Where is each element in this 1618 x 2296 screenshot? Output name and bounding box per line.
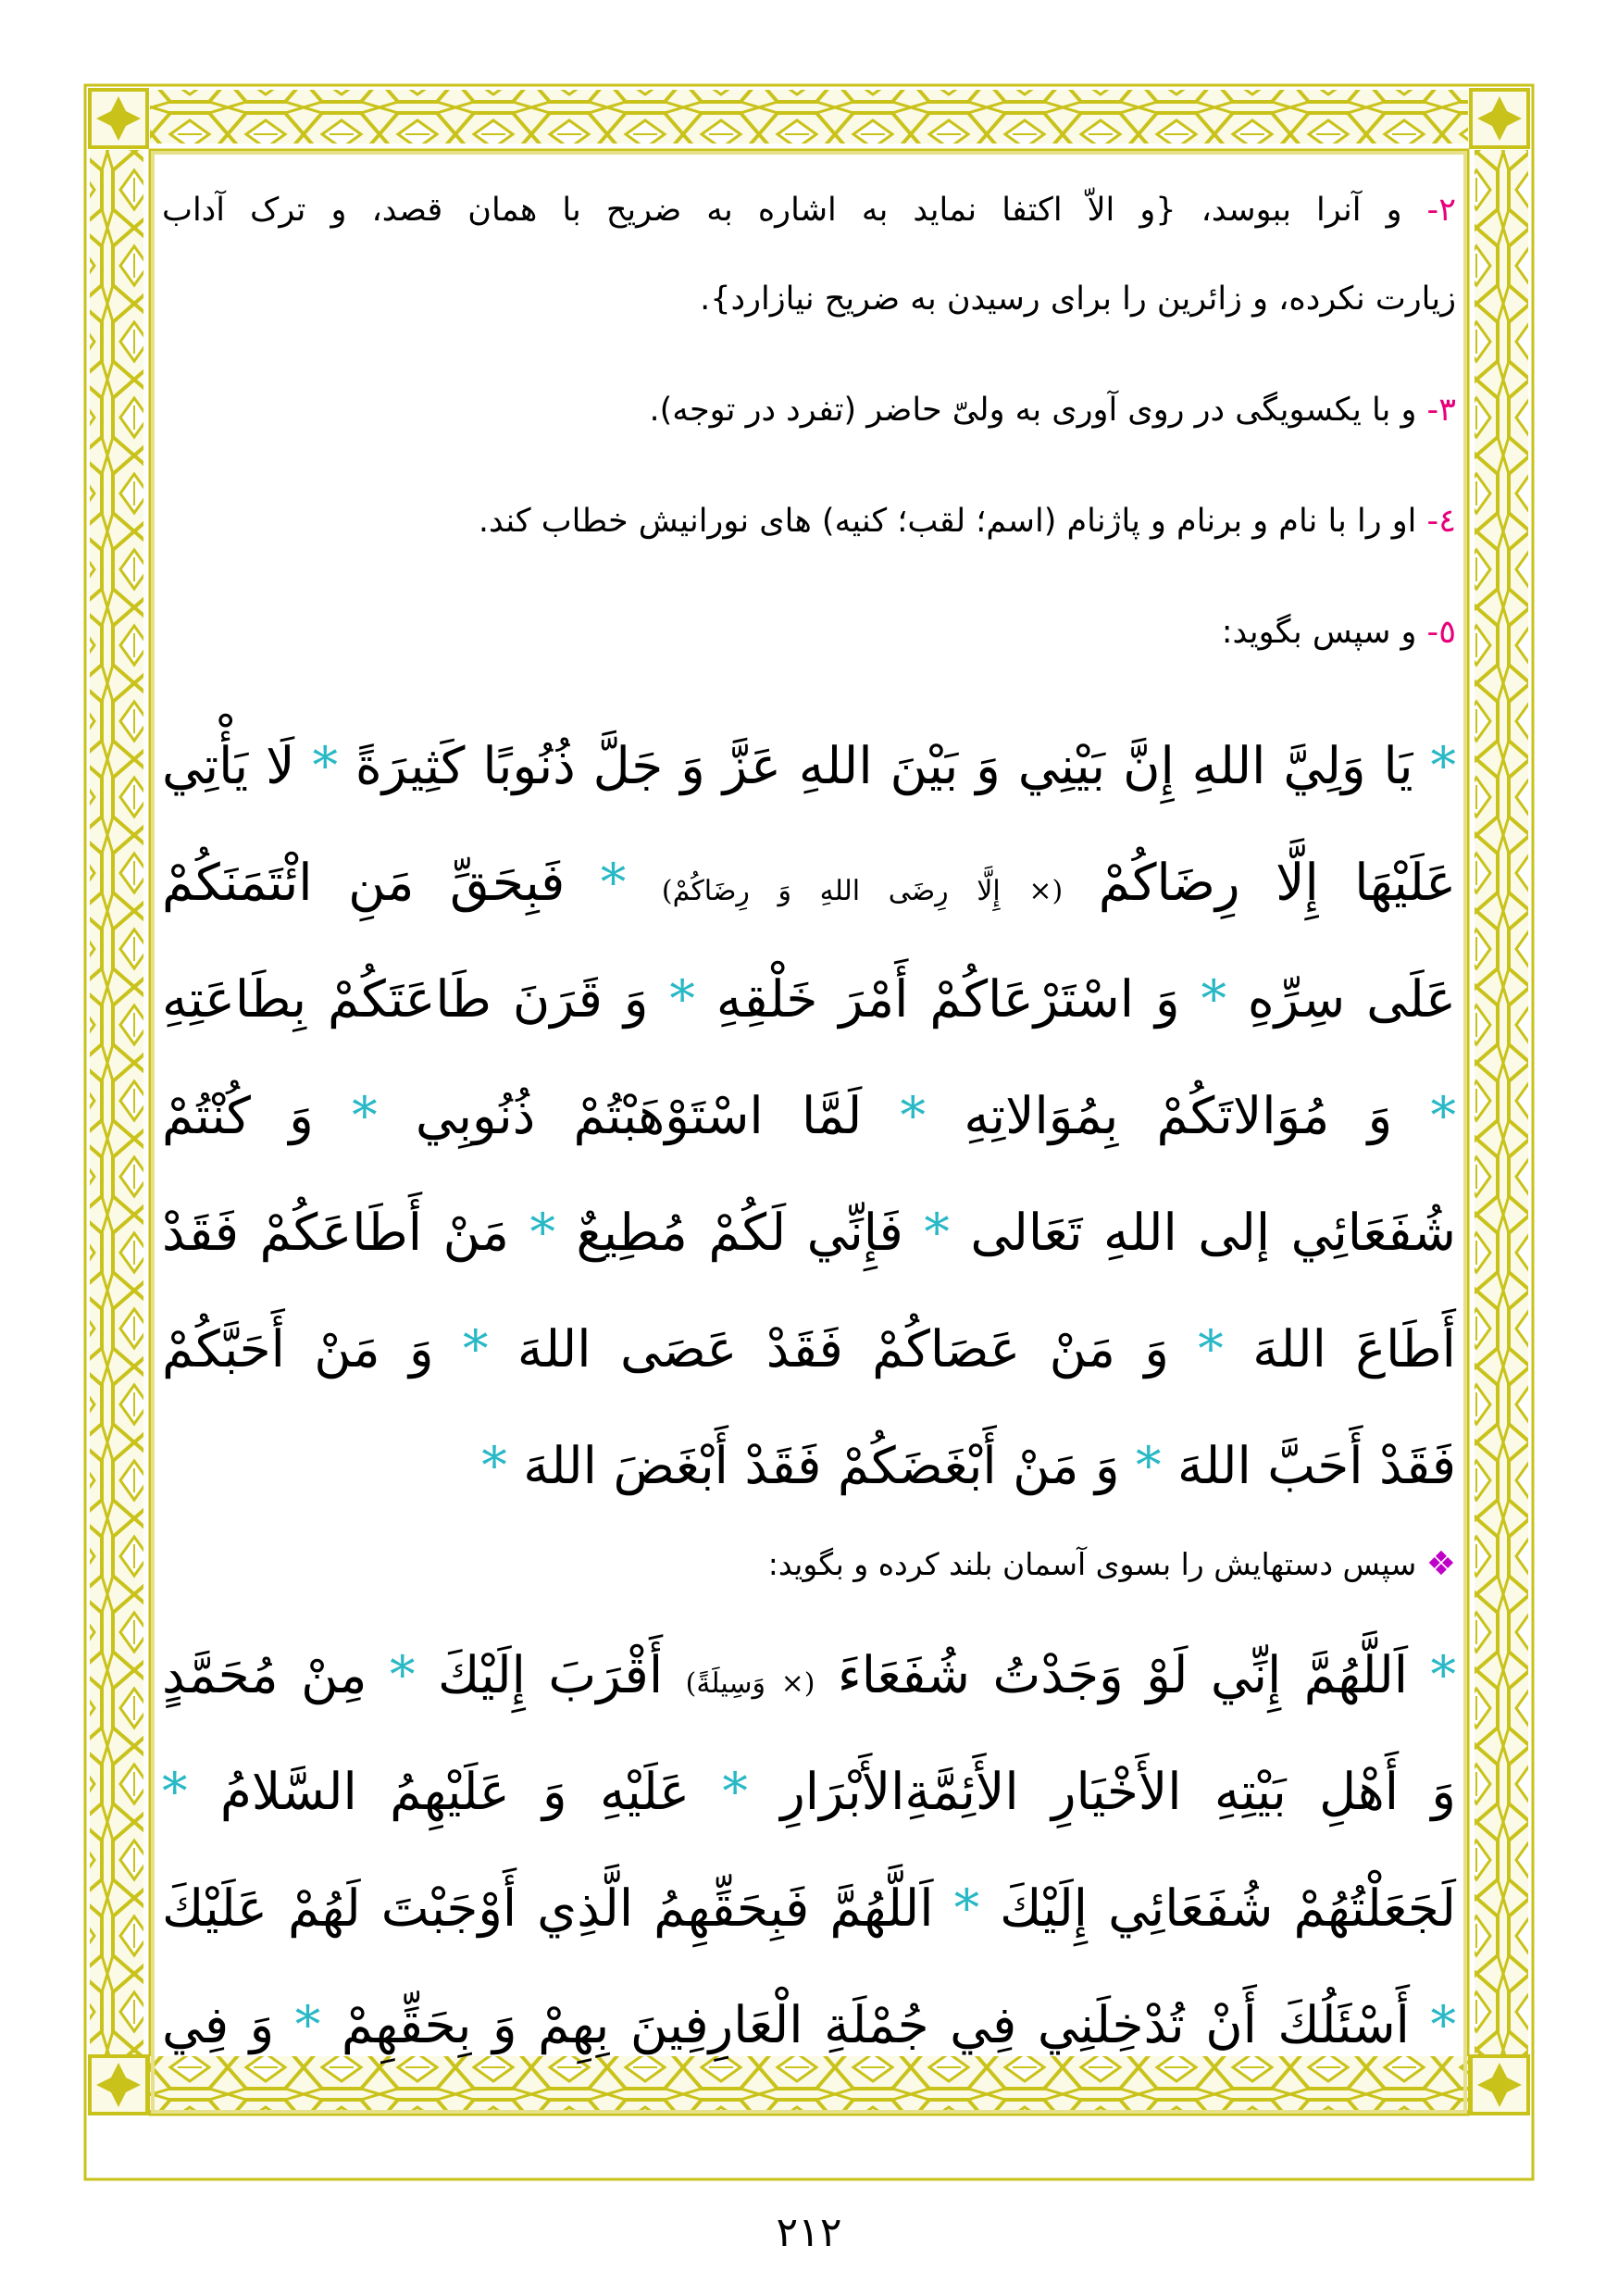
star-separator-icon: * — [600, 853, 627, 912]
star-separator-icon: * — [481, 1436, 507, 1495]
arabic-text: فَقَدْ أَحَبَّ اللهَ — [1161, 1436, 1456, 1495]
arabic-line — [162, 1645, 1456, 1704]
arabic-line — [162, 1878, 1456, 1938]
arabic-text: عَلَى سِرِّهِ — [1226, 969, 1456, 1029]
star-separator-icon: * — [352, 1086, 378, 1145]
arabic-line — [162, 853, 1457, 912]
arabic-line — [162, 736, 1456, 795]
arabic-text: شُفَعَائِي إلى اللهِ تَعَالى — [949, 1203, 1456, 1262]
persian-text: و با یکسویگی در روی آوری به ولیّ حاضر (تفرد در توجه). — [649, 392, 1427, 429]
item-number: ٢- — [1426, 192, 1456, 229]
variant-note: (× إِلَّا رِضَى اللهِ وَ رِضَاكُمْ) — [661, 875, 1064, 907]
persian-line-5 — [162, 614, 1456, 651]
arabic-text: وَ أَهْلِ بَيْتِهِ الأَخْيَارِ الأَئِمَّةِالأَبْرَارِ — [747, 1762, 1456, 1821]
arabic-text: وَ مَنْ أَبْغَضَكُمْ فَقَدْ أَبْغَضَ اللهَ — [506, 1436, 1137, 1495]
arabic-text: أَسْئَلُكَ أَنْ تُدْخِلَنِي فِي جُمْلَةِ الْعَارِفِينَ بِهِمْ وَ بِحَقِّهِمْ — [320, 1995, 1431, 2054]
arabic-line — [162, 1319, 1456, 1379]
star-separator-icon: * — [1198, 1319, 1224, 1379]
arabic-text: وَ مَنْ أَحَبَّكُمْ — [162, 1319, 463, 1379]
arabic-text: وَ كُنْتُمْ — [162, 1086, 353, 1145]
persian-line-3 — [162, 394, 1456, 427]
star-separator-icon: * — [389, 1645, 416, 1704]
page-content — [162, 174, 1456, 2053]
star-separator-icon: * — [1136, 1436, 1162, 1495]
star-separator-icon: * — [1430, 736, 1456, 795]
star-separator-icon: * — [312, 736, 338, 795]
star-separator-icon: * — [1201, 969, 1226, 1029]
persian-text: و سپس بگوید: — [1221, 614, 1427, 651]
arabic-line — [162, 1436, 1456, 1495]
variant-note: (× وَسِيلَةً) — [685, 1667, 815, 1700]
arabic-text: وَ اسْتَرْعَاكُمْ أَمْرَ خَلْقِهِ — [694, 969, 1201, 1029]
arabic-text: وَ مُوَالاتَكُمْ بِمُوَالاتِهِ — [926, 1086, 1431, 1145]
arabic-text: يَا وَلِيَّ اللهِ إِنَّ بَيْنِي وَ بَيْنَ اللهِ عَزَّ وَ جَلَّ ذُنُوبًا كَثِيرَةً — [337, 736, 1431, 795]
star-separator-icon: * — [669, 969, 695, 1029]
star-separator-icon: * — [953, 1878, 980, 1938]
instruction-text: سپس دستهایش را بسوی آسمان بلند کرده و بگوید: — [767, 1546, 1426, 1582]
arabic-line — [162, 1762, 1456, 1821]
arabic-text: فَإِنِّي لَكُمْ مُطِيعٌ — [554, 1203, 925, 1262]
star-separator-icon: * — [924, 1203, 950, 1262]
persian-text: او را با نام و برنام و پاژنام (اسم؛ لقب؛ کنیه) های نورانیش خطاب کند. — [478, 503, 1427, 540]
page-number: ٢١٢ — [776, 2209, 842, 2256]
arabic-text: وَ مَنْ عَصَاكُمْ فَقَدْ عَصَى اللهَ — [488, 1319, 1199, 1379]
arabic-line — [162, 1995, 1456, 2054]
arabic-text: لَجَعَلْتُهُمْ شُفَعَائِي إِلَيْكَ — [979, 1878, 1456, 1938]
arabic-text — [626, 853, 662, 912]
star-separator-icon: * — [162, 1762, 188, 1821]
arabic-line — [162, 969, 1456, 1029]
arabic-text: عَلَيْهَا إِلَّا رِضَاكُمْ — [1063, 853, 1457, 912]
star-separator-icon: * — [294, 1995, 321, 2054]
item-number: ٥- — [1426, 614, 1456, 651]
star-separator-icon: * — [462, 1319, 489, 1379]
arabic-text: وَ فِي — [162, 1995, 295, 2054]
persian-line-4 — [162, 505, 1456, 538]
item-number: ٣- — [1426, 392, 1456, 429]
persian-line-2 — [162, 283, 1456, 316]
persian-text: زیارت نکرده، و زائرین را برای رسیدن به ضریح نیازارد}. — [700, 281, 1456, 318]
arabic-text: مِنْ مُحَمَّدٍ — [162, 1645, 390, 1704]
star-separator-icon: * — [722, 1762, 748, 1821]
star-separator-icon: * — [1430, 1086, 1456, 1145]
arabic-text: اَللَّهُمَّ إِنِّي لَوْ وَجَدْتُ شُفَعَاءَ — [815, 1645, 1431, 1704]
arabic-text: لَمَّا اسْتَوْهَبْتُمْ ذُنُوبِي — [377, 1086, 901, 1145]
persian-text: و آنرا ببوسد، {و الاّ اکتفا نماید به اشاره به ضریح با همان قصد، و ترک آداب — [162, 192, 1427, 229]
arabic-line — [162, 1203, 1456, 1262]
star-separator-icon: * — [529, 1203, 555, 1262]
diamond-icon: ❖ — [1425, 1545, 1456, 1583]
arabic-text: مَنْ أَطَاعَكُمْ فَقَدْ — [162, 1203, 530, 1262]
arabic-text: اَللَّهُمَّ فَبِحَقِّهِمُ الَّذِي أَوْجَبْتَ لَهُمْ عَلَيْكَ — [162, 1878, 954, 1938]
arabic-text: فَبِحَقِّ مَنِ ائْتَمَنَكُمْ — [162, 853, 601, 912]
star-separator-icon: * — [900, 1086, 927, 1145]
arabic-text: أَطَاعَ اللهَ — [1223, 1319, 1456, 1379]
instruction-line — [162, 1545, 1456, 1583]
persian-line-1 — [162, 194, 1456, 227]
arabic-text: وَ قَرَنَ طَاعَتَكُمْ بِطَاعَتِهِ — [162, 969, 670, 1029]
item-number: ٤- — [1426, 503, 1456, 540]
arabic-text: لَا يَأْتِي — [162, 736, 313, 795]
star-separator-icon: * — [1430, 1995, 1456, 2054]
arabic-text: عَلَيْهِ وَ عَلَيْهِمُ السَّلامُ — [187, 1762, 723, 1821]
arabic-text: أَقْرَبَ إِلَيْكَ — [415, 1645, 686, 1704]
arabic-line — [162, 1086, 1456, 1145]
star-separator-icon: * — [1430, 1645, 1456, 1704]
